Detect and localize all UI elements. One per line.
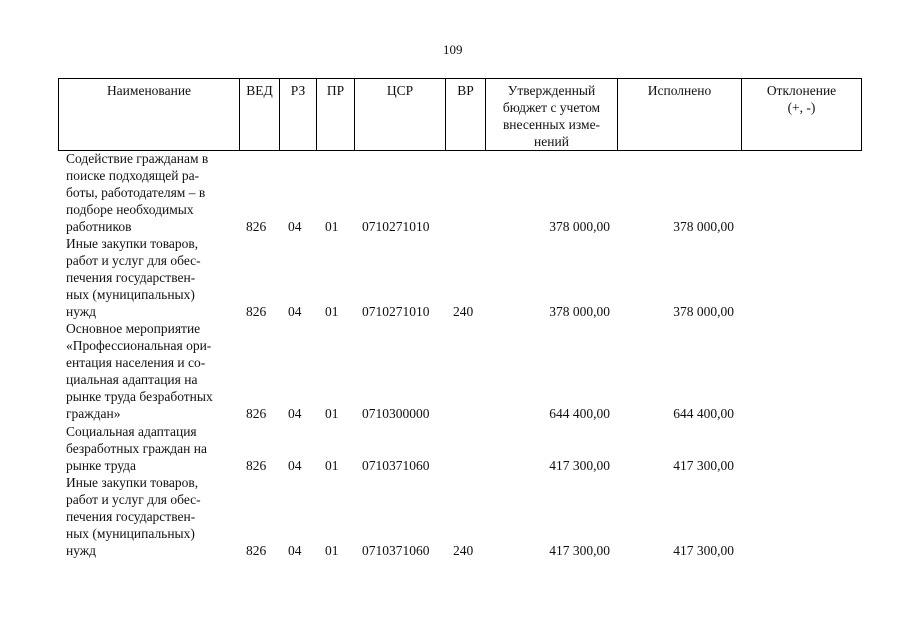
- row-name: Основное мероприятие «Профессиональная ори- ентация населения и со- циальная адаптация на рынке труда безработных граждан»: [66, 321, 213, 421]
- row-budget: 417 300,00: [549, 543, 610, 558]
- header-ved: ВЕД: [240, 79, 280, 150]
- row-rz: 04: [288, 219, 302, 234]
- page-number: 109: [443, 42, 463, 57]
- row-vr: 240: [453, 543, 474, 558]
- header-budget: Утвержденный бюджет с учетом внесенных изме- нений: [486, 79, 618, 150]
- row-executed: 417 300,00: [673, 458, 734, 473]
- header-rz: РЗ: [280, 79, 317, 150]
- row-name: Содействие гражданам в поиске подходящей ра- боты, работодателям – в подборе необходимых работников: [66, 151, 209, 234]
- row-executed: 417 300,00: [673, 543, 734, 558]
- row-csr: 0710371060: [362, 543, 430, 558]
- header-csr: ЦСР: [355, 79, 446, 150]
- row-csr: 0710271010: [362, 219, 430, 234]
- row-vr: 240: [453, 304, 474, 319]
- row-executed: 378 000,00: [673, 219, 734, 234]
- row-budget: 378 000,00: [549, 304, 610, 319]
- row-rz: 04: [288, 543, 302, 558]
- header-name: Наименование: [59, 79, 240, 150]
- row-ved: 826: [246, 406, 267, 421]
- row-rz: 04: [288, 406, 302, 421]
- row-name: Социальная адаптация безработных граждан на рынке труда: [66, 424, 207, 473]
- row-csr: 0710300000: [362, 406, 430, 421]
- header-deviation: Отклонение (+, -): [766, 83, 837, 115]
- row-ved: 826: [246, 219, 267, 234]
- row-name: Иные закупки товаров, работ и услуг для обес- печения государствен- ных (муниципальных) нужд: [66, 475, 201, 558]
- row-pr: 01: [325, 219, 339, 234]
- row-ved: 826: [246, 458, 267, 473]
- row-name: Иные закупки товаров, работ и услуг для обес- печения государствен- ных (муниципальных) нужд: [66, 236, 201, 319]
- row-rz: 04: [288, 304, 302, 319]
- row-executed: 378 000,00: [673, 304, 734, 319]
- row-csr: 0710271010: [362, 304, 430, 319]
- row-budget: 644 400,00: [549, 406, 610, 421]
- row-ved: 826: [246, 304, 267, 319]
- row-ved: 826: [246, 543, 267, 558]
- table-header: [58, 78, 862, 151]
- row-pr: 01: [325, 458, 339, 473]
- header-executed: Исполнено: [618, 79, 742, 150]
- row-executed: 644 400,00: [673, 406, 734, 421]
- row-rz: 04: [288, 458, 302, 473]
- row-pr: 01: [325, 543, 339, 558]
- row-budget: 417 300,00: [549, 458, 610, 473]
- header-vr: ВР: [446, 79, 486, 150]
- row-csr: 0710371060: [362, 458, 430, 473]
- row-budget: 378 000,00: [549, 219, 610, 234]
- row-pr: 01: [325, 406, 339, 421]
- row-pr: 01: [325, 304, 339, 319]
- header-pr: ПР: [317, 79, 355, 150]
